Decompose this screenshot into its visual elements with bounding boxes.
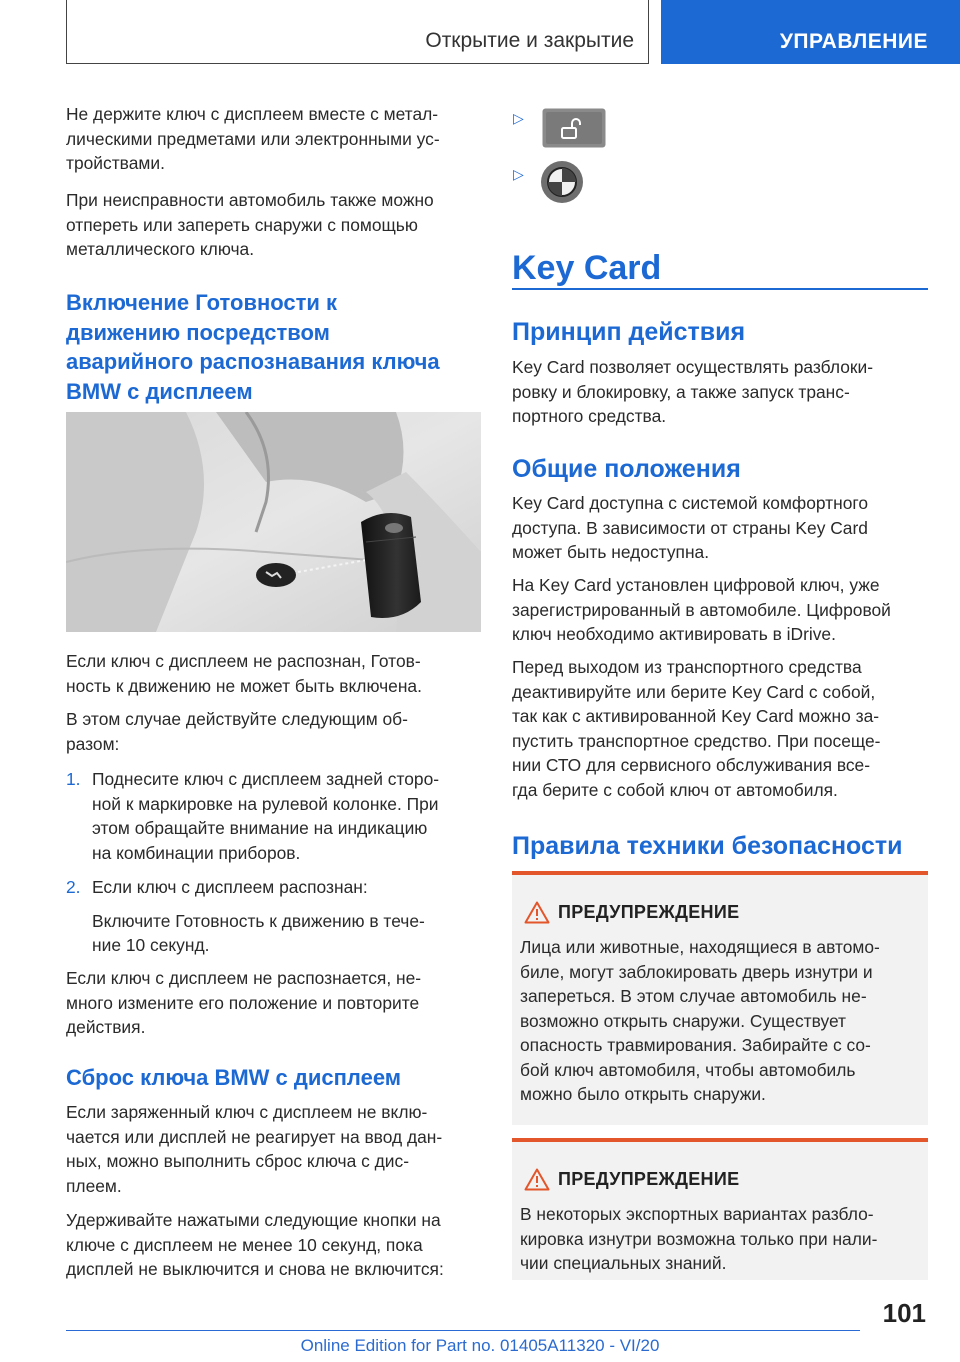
header-section-title: Открытие и закрытие [425,29,634,52]
text-line: Key Card доступна с системой комфортного [512,493,869,513]
text-line: Если ключ с дисплеем не распознается, не‐ [66,968,422,988]
text-line: бой ключ автомобиля, чтобы автомобиль [520,1059,856,1080]
text-line: На Key Card установлен цифровой ключ, уже [512,575,880,595]
text-line: Если ключ с дисплеем распознан: [92,877,368,897]
general-paragraph-1 [512,491,932,565]
text-line: отпереть или запереть снаружи с помощью [66,214,418,235]
title-underline [512,288,928,290]
text-line: может быть недоступна. [512,542,710,562]
text-line: этом обращайте внимание на индикацию [92,818,428,838]
text-line: ключ необходимо активировать в iDrive. [512,624,836,644]
text-line: разом: [66,733,120,754]
text-line: плеем. [66,1175,122,1196]
text-line: нии СТО для сервисного обслуживания все‐ [512,755,871,775]
section-heading-safety: Правила техники безопасности [512,832,903,860]
text-line: Включите Готовность к движению в тече‐ [92,910,425,931]
steering-column-illustration [66,412,481,632]
text-line: можно было открыть снаружи. [520,1084,766,1104]
text-line: Не держите ключ с дисплеем вместе с метал‐ [66,104,439,124]
reset-paragraph [66,1100,486,1198]
warning-title: ПРЕДУПРЕЖДЕНИЕ [558,902,740,922]
intro-paragraph [66,102,486,176]
section-heading-emergency [66,288,486,406]
heading-line: движению посредством [66,319,330,345]
general-paragraph-2 [512,573,932,647]
bmw-logo-button-icon [540,160,584,204]
fallback-paragraph [66,188,486,262]
principle-paragraph [512,355,932,429]
warning-triangle-icon [524,1168,550,1191]
text-line: Удерживайте нажатыми следующие кнопки на [66,1210,441,1230]
text-line: деактивируйте или берите Key Card с собой, [512,681,876,702]
header-section-box [66,0,649,64]
text-line: чается или дисплей не реагирует на ввод дан‐ [66,1126,443,1147]
proceed-paragraph [66,707,486,756]
header-chapter-box [661,0,960,64]
text-line: металлического ключа. [66,239,255,259]
text-line: В этом случае действуйте следующим об‐ [66,709,408,729]
not-recognized-paragraph [66,649,486,698]
step-number: 1. [66,769,81,789]
text-line: Если заряженный ключ с дисплеем не вклю‐ [66,1102,428,1122]
text-line: портного средства. [512,406,667,426]
heading-line: BMW с дисплеем [66,378,253,404]
warning-box-1 [512,871,928,1125]
text-line: тройствами. [66,153,165,173]
page-title-key-card: Key Card [512,249,662,287]
text-line: ние 10 секунд. [92,935,210,955]
text-line: опасность травмирования. Забирайте с со‐ [520,1035,871,1055]
text-line: Поднесите ключ с дисплеем задней сторо‐ [92,769,440,789]
text-line: на комбинации приборов. [92,842,301,863]
warning-title: ПРЕДУПРЕЖДЕНИЕ [558,1169,740,1189]
header-chapter-title: УПРАВЛЕНИЕ [779,30,928,53]
step-1-text [92,767,492,865]
text-line: ной к маркировке на рулевой колонке. При [92,793,439,814]
text-line: Если ключ с дисплеем не распознан, Готов‐ [66,651,421,671]
warning-triangle-icon [524,901,550,924]
text-line: Перед выходом из транспортного средства [512,657,862,677]
text-line: ровку и блокировку, а также запуск транс‐ [512,381,850,402]
heading-line: аварийного распознавания ключа [66,349,440,374]
text-line: запереться. В этом случае автомобиль не‐ [520,986,867,1006]
text-line: много измените его положение и повторите [66,992,420,1013]
text-line: пустить транспортное средство. При посеще‐ [512,730,881,751]
text-line: биле, могут заблокировать дверь изнутри и [520,961,873,982]
hold-buttons-paragraph [66,1208,486,1282]
warning-text [520,1202,925,1276]
footer-divider [66,1330,860,1331]
text-line: гда берите с собой ключ от автомобиля. [512,779,838,800]
text-line: При неисправности автомобиль также можно [66,190,434,210]
section-heading-principle: Принцип действия [512,318,746,346]
warning-text [520,935,925,1107]
text-line: кировка изнутри возможна только при нали‐ [520,1228,878,1249]
page-number: 101 [882,1298,926,1328]
text-line: ных, можно выполнить сброс ключа с дис‐ [66,1151,409,1171]
text-line: зарегистрированный в автомобиле. Цифровой [512,599,891,620]
text-line: Лица или животные, находящиеся в автомо‐ [520,937,880,957]
unlock-button-icon [542,108,606,148]
text-line: доступа. В зависимости от страны Key Card [512,517,868,538]
text-line: возможно открыть снаружи. Существует [520,1010,847,1031]
bullet-triangle-icon: ▷ [513,166,524,182]
step-number: 2. [66,877,81,897]
step-2-text [92,875,492,958]
text-line: Key Card позволяет осуществлять разблоки‐ [512,357,873,377]
footer-edition: Online Edition for Part no. 01405A11320 - VI/20 [300,1336,660,1355]
bullet-triangle-icon: ▷ [513,110,524,126]
retry-paragraph [66,966,486,1040]
section-heading-general: Общие положения [512,455,741,483]
warning-box-2 [512,1138,928,1280]
text-line: чии специальных знаний. [520,1253,727,1273]
text-line: ключе с дисплеем не менее 10 секунд, пока [66,1234,423,1255]
text-line: дисплей не выключится и снова не включится: [66,1259,444,1279]
text-line: действия. [66,1017,146,1037]
general-paragraph-3 [512,655,932,802]
section-heading-reset: Сброс ключа BMW с дисплеем [66,1065,402,1090]
text-line: В некоторых экспортных вариантах разбло‐ [520,1204,874,1224]
heading-line: Включение Готовности к [66,290,338,315]
text-line: так как с активированной Key Card можно за‐ [512,706,880,726]
text-line: лическими предметами или электронными ус‐ [66,128,440,149]
text-line: ность к движению не может быть включена. [66,675,422,696]
